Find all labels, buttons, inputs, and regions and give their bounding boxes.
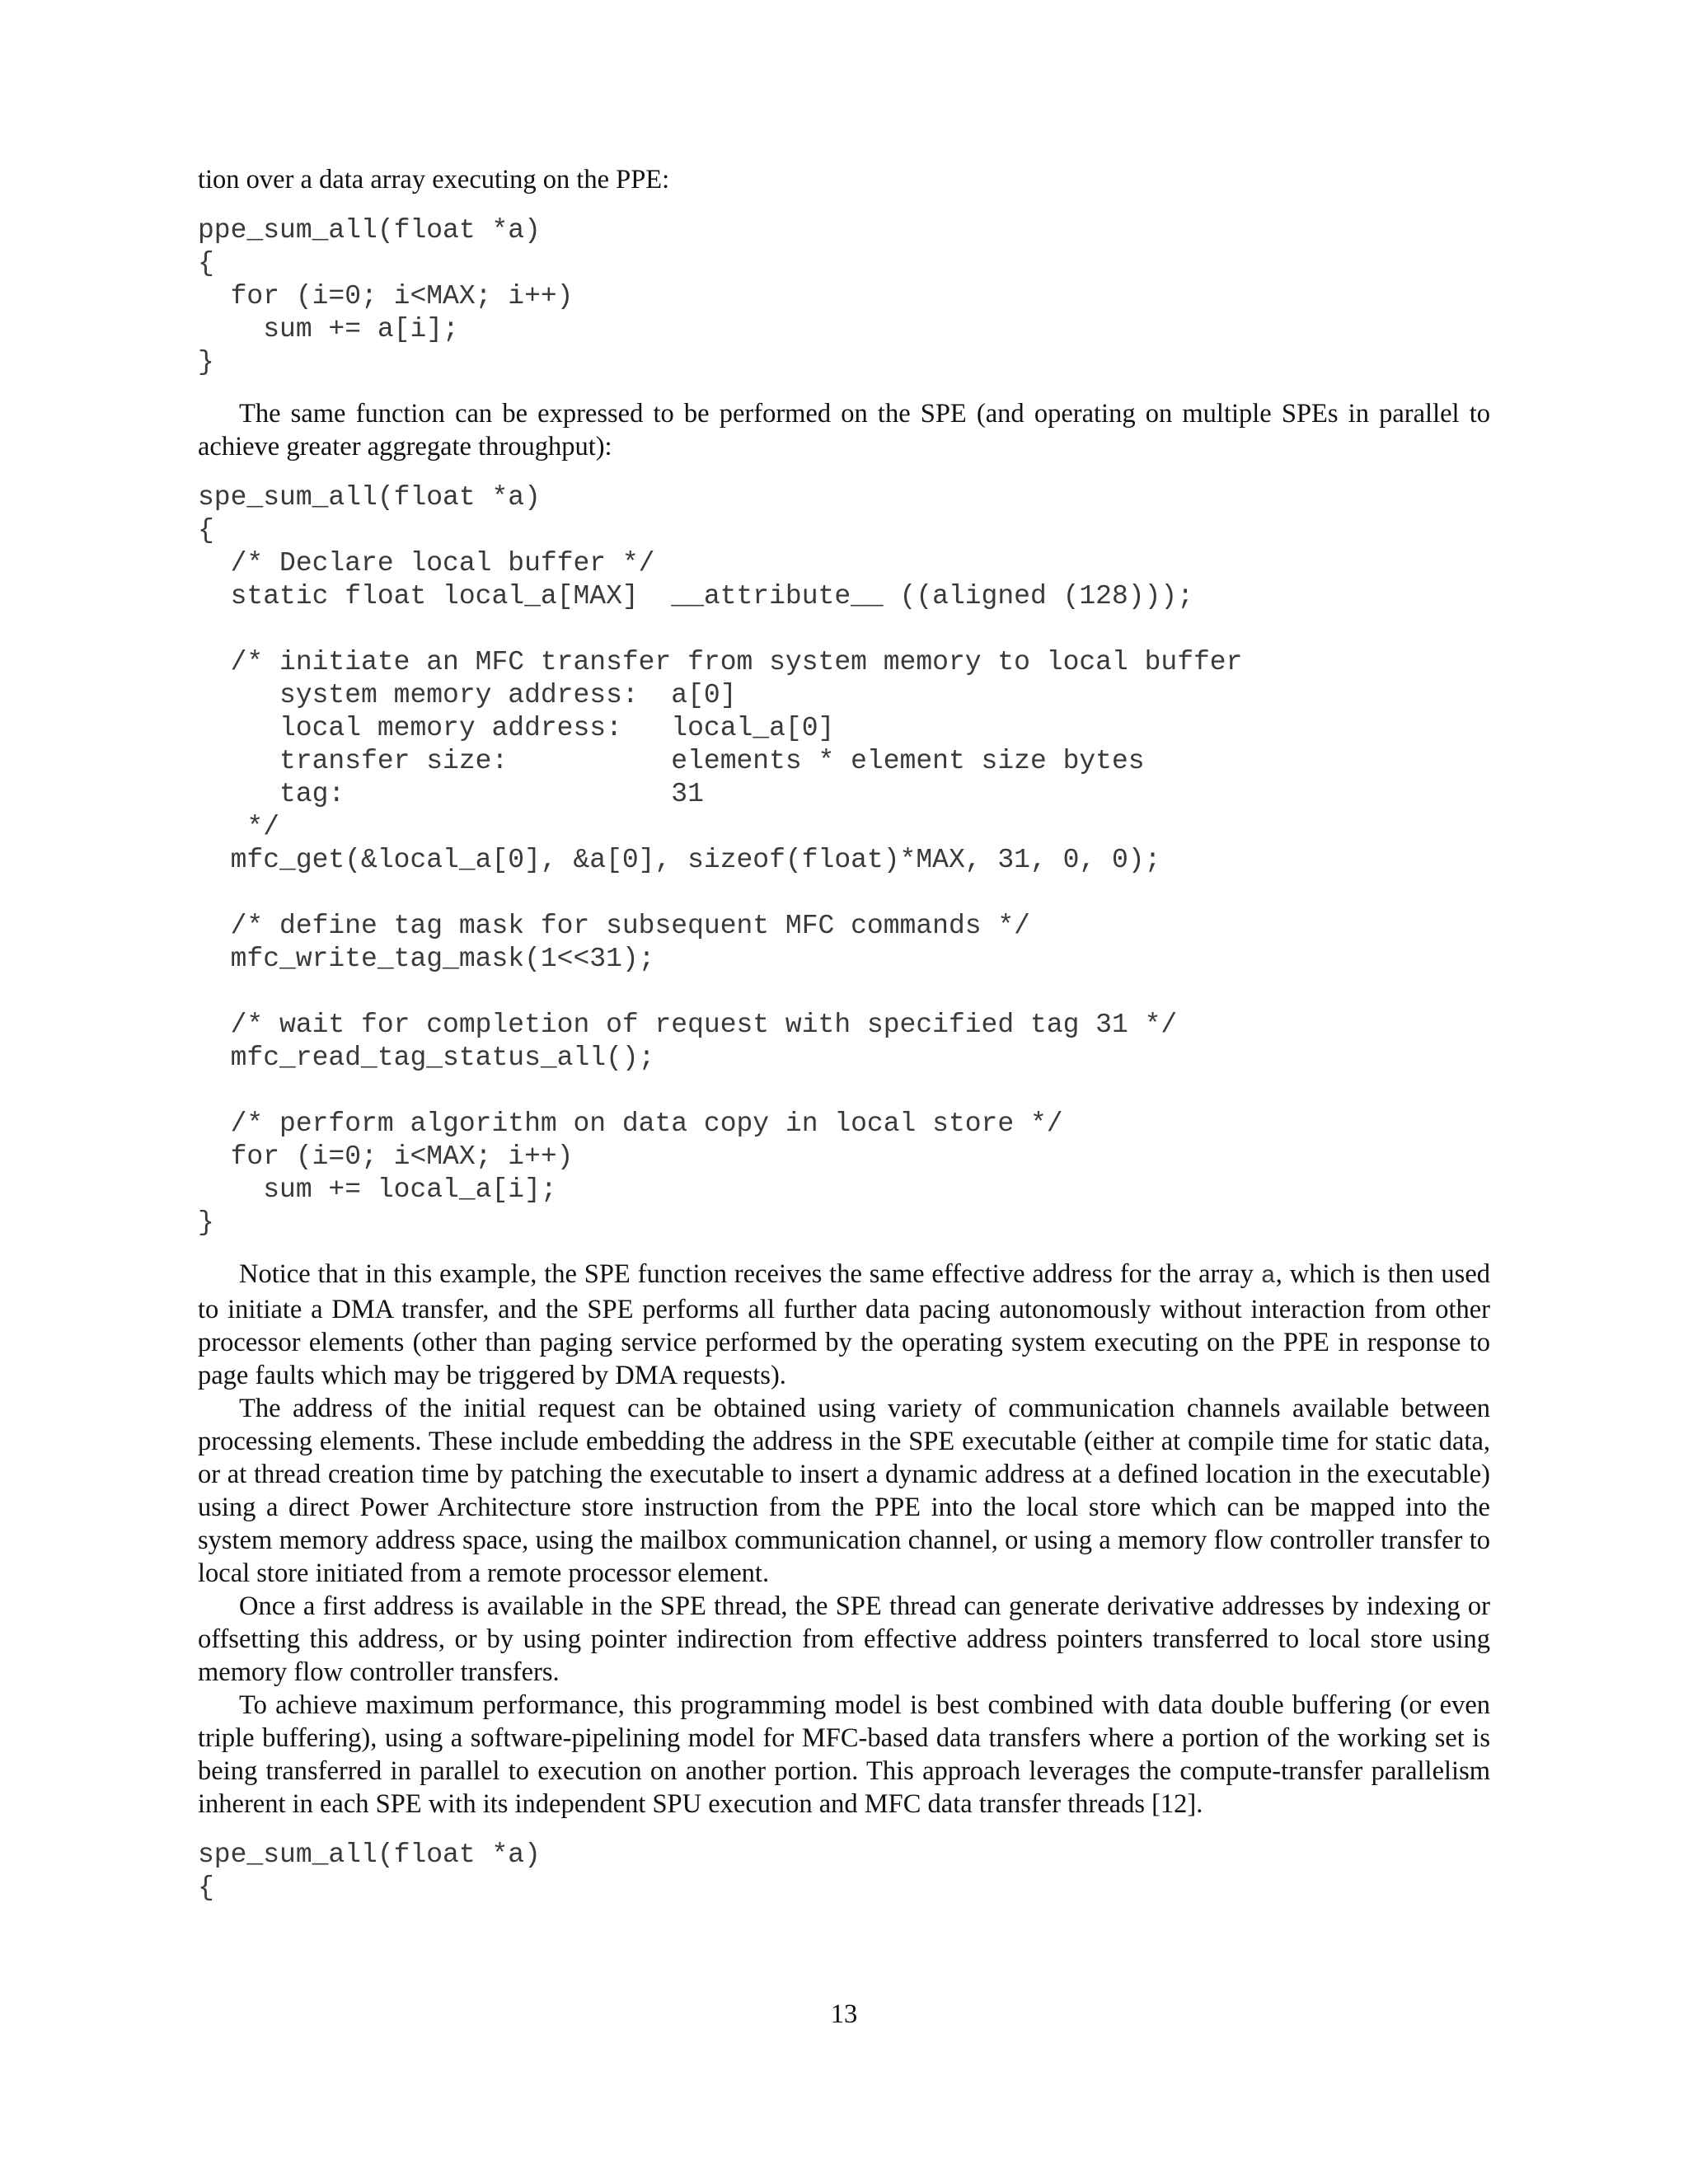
paragraph-notice xyxy=(198,1258,1490,1392)
code-block-ppe-sum-all: ppe_sum_all(float *a) { for (i=0; i<MAX; i++) sum += a[i]; } xyxy=(198,215,574,377)
paragraph-spe-intro: The same function can be expressed to be performed on the SPE (and operating on multiple SPEs in parallel to achieve greater aggregate throughput): xyxy=(198,399,1490,462)
page-number: 13 xyxy=(830,1999,858,2029)
notice-text-end: , which is then used to initiate a DMA transfer, and the SPE performs all further data pacing autonomously without interaction from other processor elements (other than paging service performed by the operating system executing on the PPE in response to page faults which may be triggered by DMA requests). xyxy=(198,1259,1490,1390)
inline-code-a: a xyxy=(1260,1263,1276,1291)
paragraph-first-address: Once a first address is available in the SPE thread, the SPE thread can generate derivative addresses by indexing or offsetting this address, or by using pointer indirection from effective address pointers transferred to local store using memory flow controller transfers. xyxy=(198,1591,1490,1687)
paragraph-address: The address of the initial request can be obtained using variety of communication channels available between processing elements. These include embedding the address in the SPE executable (either at compile time for static data, or at thread creation time by patching the executable to insert a dynamic address at a defined location in the executable) using a direct Power Architecture store instruction from the PPE into the local store which can be mapped into the system memory address space, using the mailbox communication channel, or using a memory flow controller transfer to local store initiated from a remote processor element. xyxy=(198,1394,1490,1588)
paragraph-performance: To achieve maximum performance, this programming model is best combined with data double buffering (or even triple buffering), using a software-pipelining model for MFC-based data transfers where a portion of the working set is being transferred in parallel to execution on another portion. This approach leverages the compute-transfer parallelism inherent in each SPE with its independent SPU execution and MFC data transfer threads [12]. xyxy=(198,1690,1490,1819)
code-block-spe-sum-all-continued: spe_sum_all(float *a) { xyxy=(198,1840,541,1903)
notice-text-start: Notice that in this example, the SPE function receives the same effective address for the array xyxy=(239,1259,1261,1289)
page-body xyxy=(198,163,1490,1905)
code-block-spe-sum-all: spe_sum_all(float *a) { /* Declare local buffer */ static float local_a[MAX] __attribute__ ((aligned (128))); /* initiate an MFC transfer from system memory to local buffer system memory address: a[0] local memory address: local_a[0] transfer size: elements * element size bytes tag: 31 */ mfc_get(&local_a[0], &a[0], sizeof(float)*MAX, 31, 0, 0); /* define tag mask for subsequent MFC commands */ mfc_write_tag_mask(1<<31); /* wait for completion of request with specified tag 31 */ mfc_read_tag_status_all(); /* perform algorithm on data copy in local store */ for (i=0; i<MAX; i++) sum += local_a[i]; } xyxy=(198,482,1243,1238)
intro-fragment: tion over a data array executing on the PPE: xyxy=(198,165,670,194)
